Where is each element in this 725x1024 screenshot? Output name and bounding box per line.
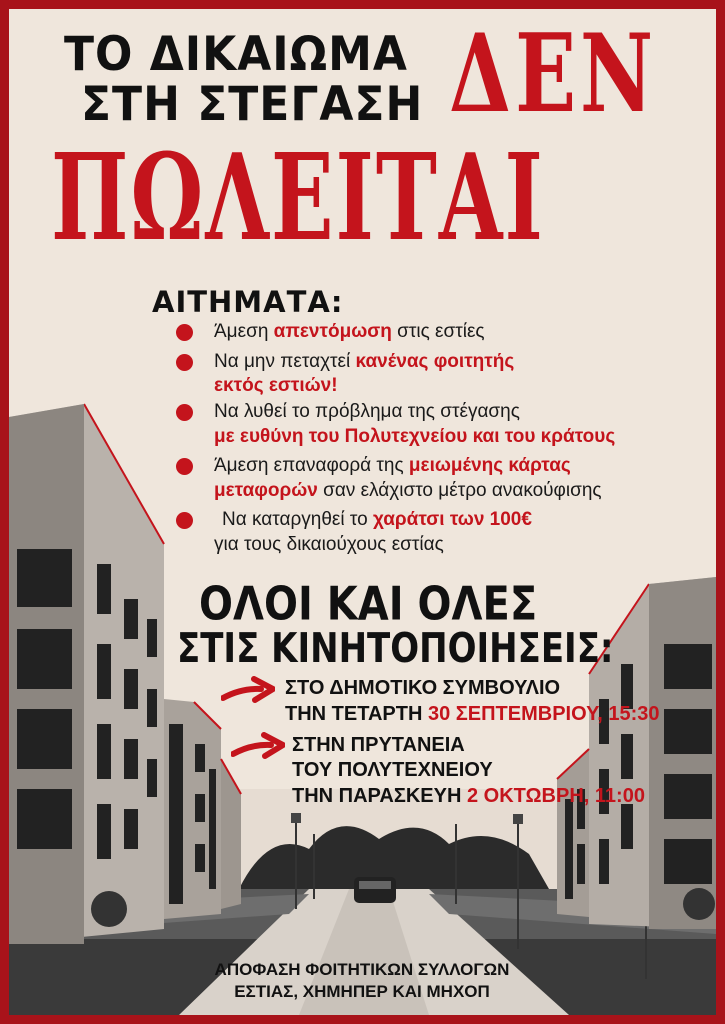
event-1-line-1: ΣΤΟ ΔΗΜΟΤΙΚΟ ΣΥΜΒΟΥΛΙΟ (285, 677, 561, 699)
demand-4-highlight: μειωμένης κάρτας (408, 455, 571, 476)
bullet-icon (176, 404, 193, 421)
event-2-line-3 (292, 783, 645, 809)
event-2-date: 2 ΟΚΤΩΒΡΗ, 11:00 (466, 785, 645, 807)
demand-4-line-2 (214, 479, 602, 503)
event-2-day: ΤΗΝ ΠΑΡΑΣΚΕΥΗ (292, 785, 467, 807)
footer (162, 959, 562, 1003)
demand-2 (214, 350, 514, 374)
demand-1 (214, 320, 485, 344)
arrow-right-icon (221, 676, 275, 706)
bullet-icon (176, 324, 193, 341)
arrow-right-icon (231, 732, 285, 762)
demand-3-line-2 (214, 425, 615, 449)
event-1-date: 30 ΣΕΠΤΕΜΒΡΙΟΥ, 15:30 (427, 703, 660, 725)
demand-4-text-end: σαν ελάχιστο μέτρο ανακούφισης (317, 480, 602, 501)
demand-5-line-2 (214, 533, 444, 557)
demands-title: ΑΙΤΗΜΑΤΑ: (152, 285, 344, 319)
poster (9, 9, 716, 1015)
event-1-line-2 (285, 701, 660, 727)
demand-5-highlight: χαράτσι των 100€ (372, 509, 532, 530)
footer-line-2: ΕΣΤΙΑΣ, ΧΗΜΗΠΕΡ ΚΑΙ ΜΗΧΟΠ (234, 982, 490, 1001)
demand-4-text: Άμεση επαναφορά της (214, 455, 409, 476)
bullet-icon (176, 458, 193, 475)
demand-1-text-end: στις εστίες (391, 321, 485, 342)
headline-red-den: ΔΕΝ (449, 9, 658, 137)
event-2-line-2: ΤΟΥ ΠΟΛΥΤΕΧΝΕΙΟΥ (292, 759, 493, 781)
demand-4-highlight-2: μεταφορών (214, 480, 318, 501)
bullet-icon (176, 512, 193, 529)
demand-5-text: Να καταργηθεί το (222, 509, 373, 530)
demand-3-highlight: με ευθύνη του Πολυτεχνείου και του κράτους (214, 426, 616, 447)
demand-5 (222, 508, 532, 532)
footer-line-1: ΑΠΟΦΑΣΗ ΦΟΙΤΗΤΙΚΩΝ ΣΥΛΛΟΓΩΝ (214, 960, 510, 979)
demand-3-text: Να λυθεί το πρόβλημα της στέγασης (214, 401, 520, 422)
demand-2-text: Να μην πεταχτεί (214, 351, 356, 372)
headline-line-1: ΤΟ ΔΙΚΑΙΩΜΑ (64, 26, 408, 82)
demand-5-text-end: για τους δικαιούχους εστίας (214, 534, 444, 555)
bullet-icon (176, 354, 193, 371)
event-1-day: ΤΗΝ ΤΕΤΑΡΤΗ (285, 703, 428, 725)
demand-2-line-2 (214, 374, 338, 398)
headline-red-poleitai: ΠΩΛΕΙΤΑΙ (51, 128, 545, 269)
event-2-line-1: ΣΤΗΝ ΠΡΥΤΑΝΕΙΑ (292, 734, 465, 756)
demand-1-highlight: απεντόμωση (273, 321, 392, 342)
call-line-1: ΟΛΟΙ ΚΑΙ ΟΛΕΣ (199, 577, 538, 631)
call-line-2: ΣΤΙΣ ΚΙΝΗΤΟΠΟΙΗΣΕΙΣ: (177, 625, 614, 673)
demand-2-highlight: κανένας φοιτητής (355, 351, 515, 372)
demand-4 (214, 454, 571, 478)
demand-1-text: Άμεση (214, 321, 274, 342)
demand-3 (214, 400, 520, 424)
headline-line-2: ΣΤΗ ΣΤΕΓΑΣΗ (81, 76, 424, 132)
demand-2-highlight-2: εκτός εστιών! (214, 375, 338, 396)
